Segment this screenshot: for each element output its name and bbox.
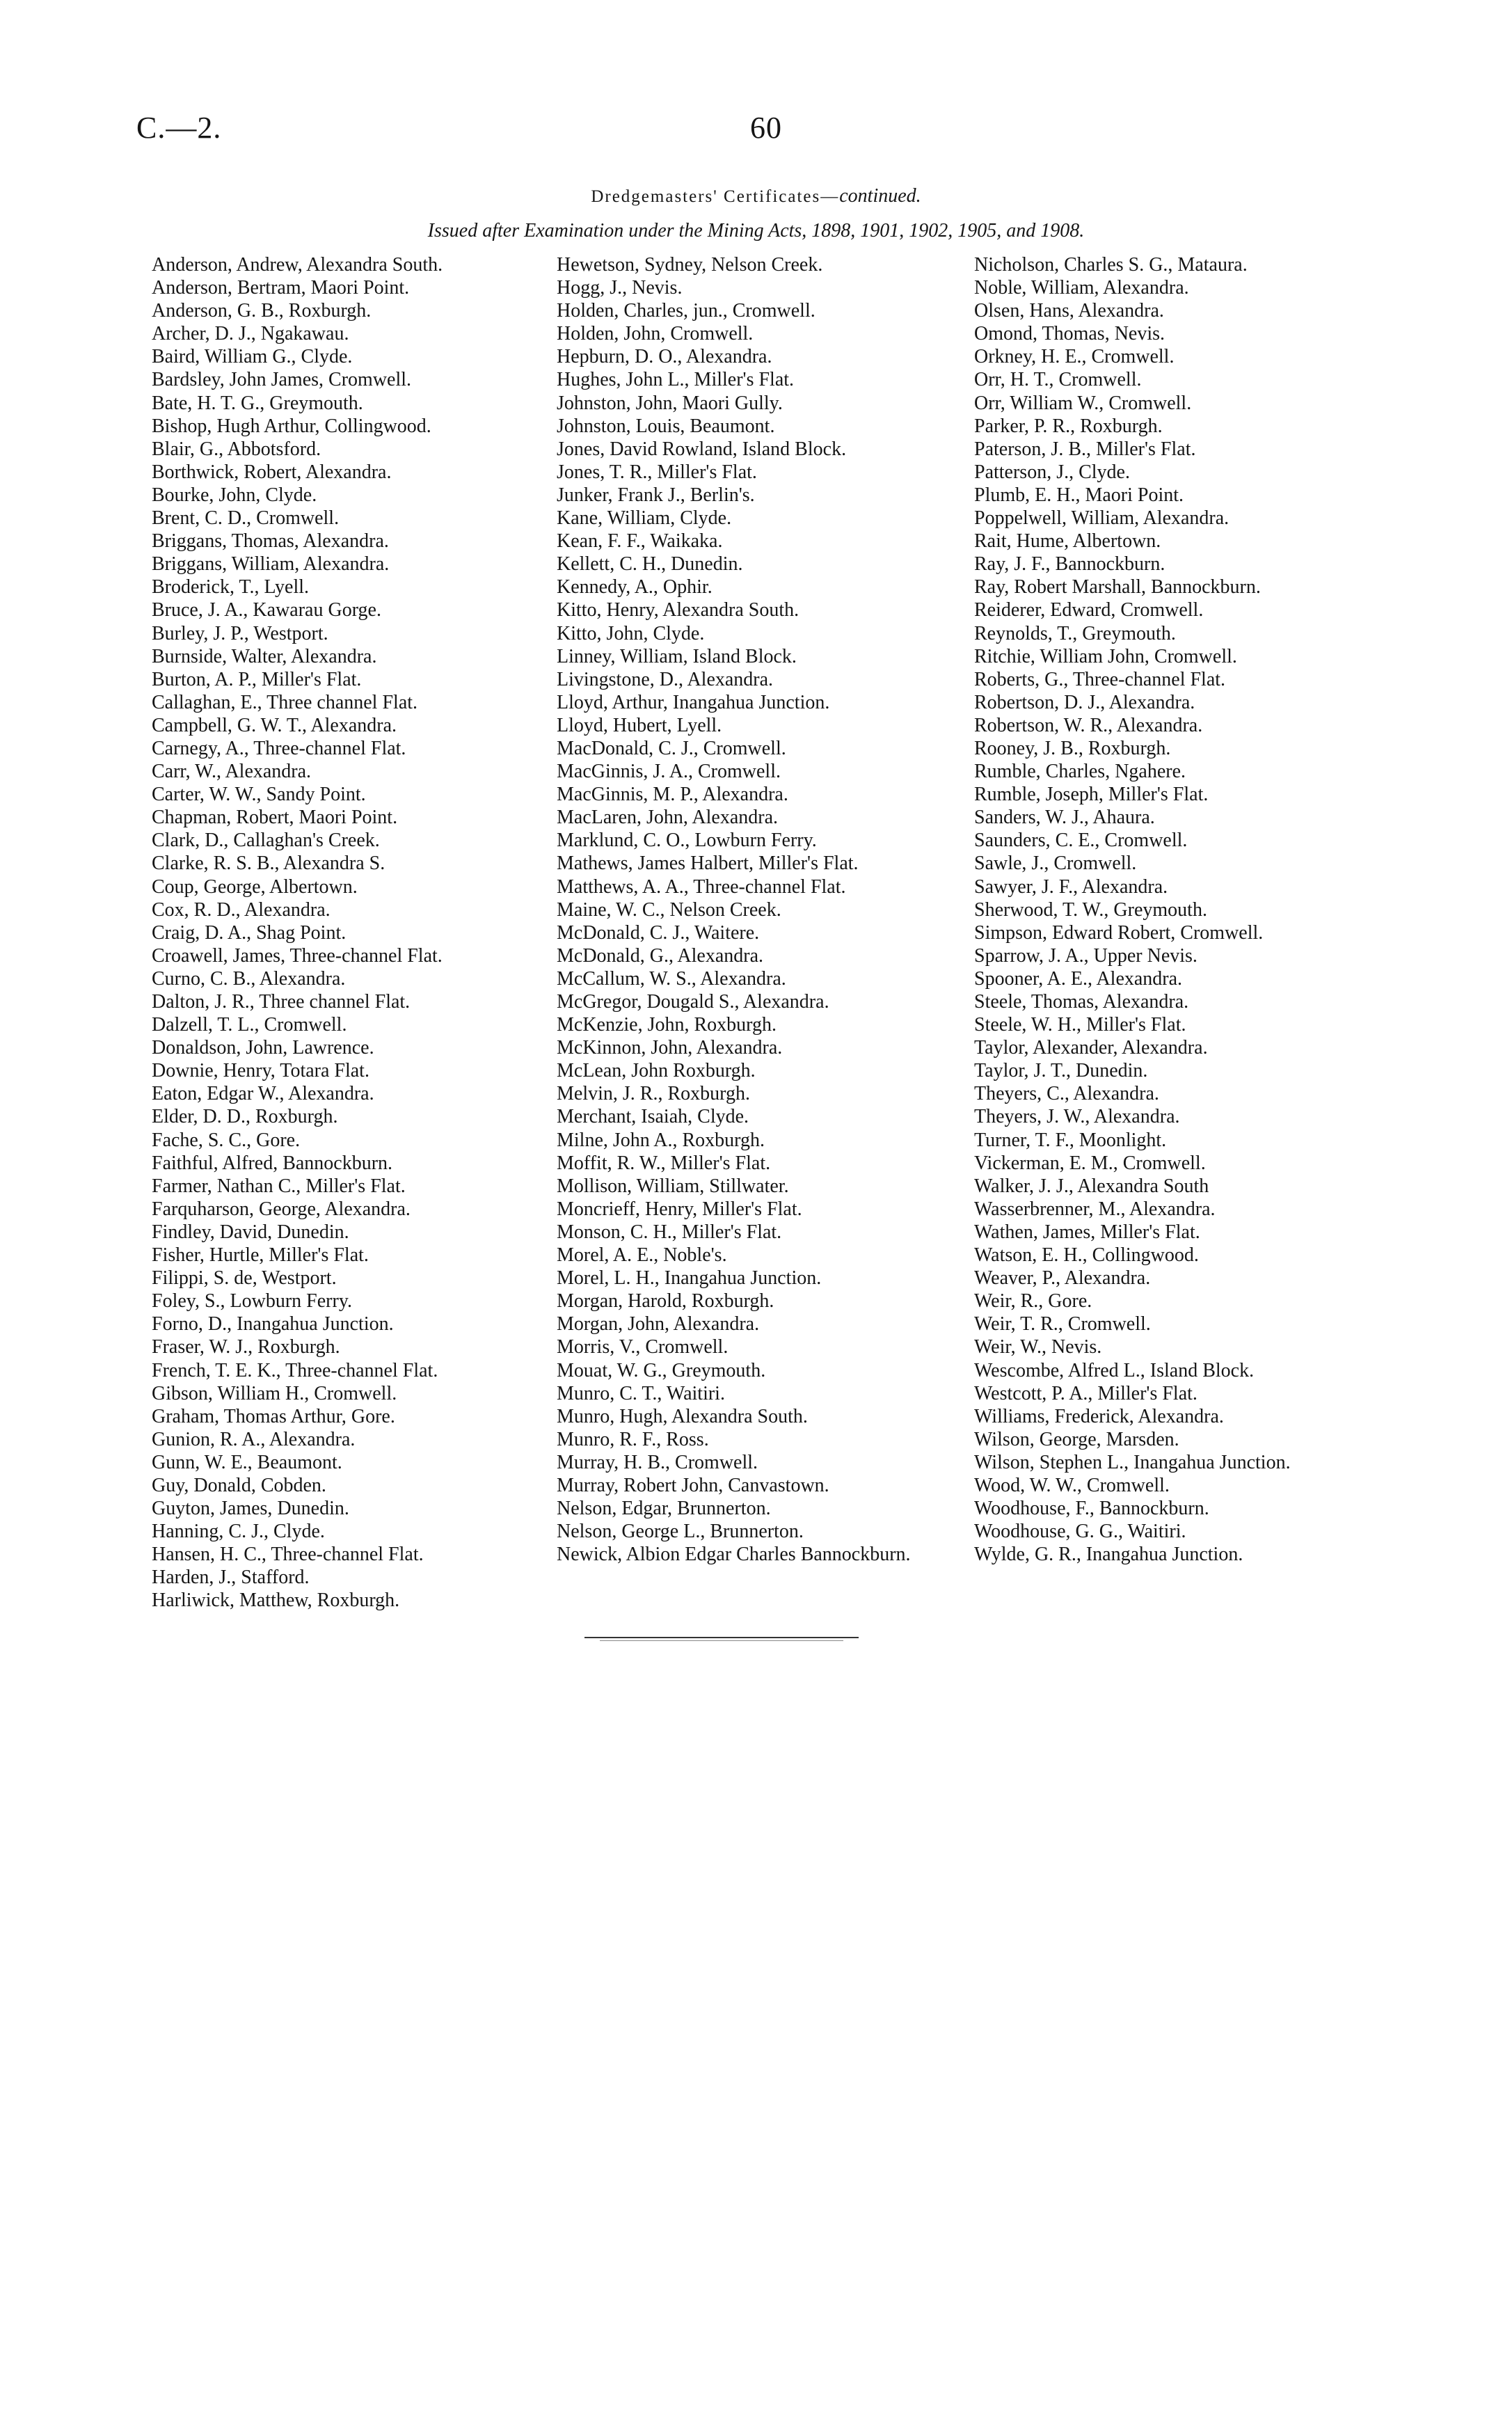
certificate-entry: Taylor, Alexander, Alexandra. [974, 1037, 1208, 1059]
certificate-entry: Bishop, Hugh Arthur, Collingwood. [152, 415, 431, 437]
certificate-entry: Nicholson, Charles S. G., Mataura. [974, 254, 1248, 276]
certificate-entry: Mathews, James Halbert, Miller's Flat. [557, 853, 859, 875]
certificate-entry: Murray, H. B., Cromwell. [557, 1451, 758, 1473]
certificate-list-column-1 [152, 253, 541, 1612]
certificate-entry: Wathen, James, Miller's Flat. [974, 1221, 1200, 1243]
certificate-entry: Rumble, Charles, Ngahere. [974, 761, 1186, 783]
certificate-entry: Matthews, A. A., Three-channel Flat. [557, 875, 846, 898]
certificate-entry: Kellett, C. H., Dunedin. [557, 553, 743, 576]
certificate-entry: Williams, Frederick, Alexandra. [974, 1405, 1224, 1427]
certificate-entry: Weaver, P., Alexandra. [974, 1267, 1151, 1290]
certificate-entry: Holden, Charles, jun., Cromwell. [557, 300, 815, 322]
certificate-entry: Clark, D., Callaghan's Creek. [152, 830, 380, 852]
certificate-entry: MacDonald, C. J., Cromwell. [557, 737, 786, 759]
certificate-entry: Eaton, Edgar W., Alexandra. [152, 1083, 374, 1105]
certificate-entry: Kitto, John, Clyde. [557, 622, 705, 644]
certificate-list-column-2 [557, 253, 960, 1566]
certificate-entry: Dalton, J. R., Three channel Flat. [152, 991, 411, 1013]
certificate-entry: Dalzell, T. L., Cromwell. [152, 1014, 347, 1036]
certificate-entry: Faithful, Alfred, Bannockburn. [152, 1152, 393, 1174]
certificate-entry: Callaghan, E., Three channel Flat. [152, 691, 418, 713]
certificate-entry: Jones, T. R., Miller's Flat. [557, 461, 757, 483]
certificate-entry: Weir, R., Gore. [974, 1290, 1092, 1313]
certificate-entry: Simpson, Edward Robert, Cromwell. [974, 921, 1264, 944]
certificate-entry: Ray, J. F., Bannockburn. [974, 553, 1165, 576]
certificate-entry: Chapman, Robert, Maori Point. [152, 807, 398, 829]
certificate-entry: Cox, R. D., Alexandra. [152, 898, 331, 921]
certificate-entry: Orr, H. T., Cromwell. [974, 369, 1142, 391]
certificate-entry: Weir, T. R., Cromwell. [974, 1313, 1151, 1336]
certificate-entry: Graham, Thomas Arthur, Gore. [152, 1405, 395, 1427]
certificate-entry: Murray, Robert John, Canvastown. [557, 1474, 829, 1496]
end-rule [584, 1637, 859, 1644]
certificate-entry: Woodhouse, G. G., Waitiri. [974, 1521, 1186, 1543]
certificate-entry: Wasserbrenner, M., Alexandra. [974, 1198, 1216, 1220]
certificate-entry: Foley, S., Lowburn Ferry. [152, 1290, 353, 1313]
certificate-entry: Roberts, G., Three-channel Flat. [974, 668, 1226, 690]
certificate-list-column-3 [974, 253, 1374, 1566]
certificate-entry: Steele, Thomas, Alexandra. [974, 991, 1189, 1013]
certificate-entry: Wescombe, Alfred L., Island Block. [974, 1359, 1255, 1381]
certificate-entry: Kane, William, Clyde. [557, 507, 732, 530]
certificate-entry: Robertson, D. J., Alexandra. [974, 691, 1195, 713]
certificate-entry: Harden, J., Stafford. [152, 1567, 310, 1589]
section-title-main: Dredgemasters' Certificates— [591, 187, 840, 206]
certificate-entry: Morel, A. E., Noble's. [557, 1244, 727, 1267]
certificate-entry: Wilson, George, Marsden. [974, 1428, 1179, 1450]
certificate-entry: Campbell, G. W. T., Alexandra. [152, 714, 397, 736]
section-title [0, 185, 1512, 207]
certificate-entry: Sawyer, J. F., Alexandra. [974, 875, 1168, 898]
certificate-entry: MacLaren, John, Alexandra. [557, 807, 778, 829]
certificate-entry: Maine, W. C., Nelson Creek. [557, 898, 781, 921]
certificate-entry: Holden, John, Cromwell. [557, 323, 754, 345]
certificate-entry: Broderick, T., Lyell. [152, 576, 310, 599]
certificate-entry: Westcott, P. A., Miller's Flat. [974, 1382, 1197, 1404]
certificate-entry: Orr, William W., Cromwell. [974, 392, 1192, 414]
certificate-entry: Kean, F. F., Waikaka. [557, 530, 723, 553]
certificate-entry: Jones, David Rowland, Island Block. [557, 438, 847, 460]
certificate-entry: Johnston, Louis, Beaumont. [557, 415, 775, 437]
certificate-entry: MacGinnis, J. A., Cromwell. [557, 761, 781, 783]
certificate-entry: Gunion, R. A., Alexandra. [152, 1428, 356, 1450]
certificate-entry: Hughes, John L., Miller's Flat. [557, 369, 795, 391]
certificate-entry: Moncrieff, Henry, Miller's Flat. [557, 1198, 802, 1220]
certificate-entry: Weir, W., Nevis. [974, 1336, 1102, 1358]
certificate-entry: Melvin, J. R., Roxburgh. [557, 1083, 750, 1105]
certificate-entry: Hewetson, Sydney, Nelson Creek. [557, 254, 823, 276]
certificate-entry: Hanning, C. J., Clyde. [152, 1521, 325, 1543]
certificate-entry: Olsen, Hans, Alexandra. [974, 300, 1164, 322]
certificate-entry: Milne, John A., Roxburgh. [557, 1129, 765, 1151]
certificate-entry: Carr, W., Alexandra. [152, 761, 312, 783]
certificate-entry: MacGinnis, M. P., Alexandra. [557, 784, 788, 806]
certificate-entry: Sherwood, T. W., Greymouth. [974, 898, 1207, 921]
certificate-entry: Theyers, J. W., Alexandra. [974, 1106, 1180, 1128]
certificate-entry: Morris, V., Cromwell. [557, 1336, 729, 1358]
certificate-entry: Noble, William, Alexandra. [974, 277, 1189, 299]
certificate-entry: Ritchie, William John, Cromwell. [974, 645, 1237, 667]
certificate-entry: Elder, D. D., Roxburgh. [152, 1106, 338, 1128]
certificate-entry: Burley, J. P., Westport. [152, 622, 328, 644]
certificate-entry: Gunn, W. E., Beaumont. [152, 1451, 342, 1473]
certificate-entry: Mouat, W. G., Greymouth. [557, 1359, 766, 1381]
certificate-entry: Burnside, Walter, Alexandra. [152, 645, 377, 667]
certificate-entry: Munro, R. F., Ross. [557, 1428, 709, 1450]
end-rule-line [584, 1637, 859, 1638]
page-number: 60 [750, 111, 782, 145]
certificate-entry: Blair, G., Abbotsford. [152, 438, 321, 460]
certificate-entry: Nelson, George L., Brunnerton. [557, 1521, 804, 1543]
section-subtitle: Issued after Examination under the Mining Acts, 1898, 1901, 1902, 1905, and 1908. [427, 220, 1085, 241]
certificate-entry: French, T. E. K., Three-channel Flat. [152, 1359, 438, 1381]
certificate-entry: Archer, D. J., Ngakawau. [152, 323, 349, 345]
certificate-entry: Lloyd, Arthur, Inangahua Junction. [557, 691, 830, 713]
certificate-entry: Theyers, C., Alexandra. [974, 1083, 1159, 1105]
certificate-entry: Watson, E. H., Collingwood. [974, 1244, 1199, 1267]
certificate-entry: Curno, C. B., Alexandra. [152, 967, 346, 990]
certificate-entry: Fache, S. C., Gore. [152, 1129, 301, 1151]
certificate-entry: Forno, D., Inangahua Junction. [152, 1313, 394, 1336]
certificate-entry: Taylor, J. T., Dunedin. [974, 1060, 1148, 1082]
certificate-entry: Wylde, G. R., Inangahua Junction. [974, 1544, 1243, 1566]
certificate-entry: Farmer, Nathan C., Miller's Flat. [152, 1175, 406, 1197]
certificate-entry: Junker, Frank J., Berlin's. [557, 484, 755, 506]
certificate-entry: Moffit, R. W., Miller's Flat. [557, 1152, 771, 1174]
certificate-entry: Nelson, Edgar, Brunnerton. [557, 1498, 771, 1520]
document-reference: C.—2. [136, 111, 222, 145]
certificate-entry: Craig, D. A., Shag Point. [152, 921, 347, 944]
certificate-entry: Ray, Robert Marshall, Bannockburn. [974, 576, 1261, 599]
certificate-entry: Walker, J. J., Alexandra South [974, 1175, 1209, 1197]
certificate-entry: Saunders, C. E., Cromwell. [974, 830, 1188, 852]
certificate-entry: Kitto, Henry, Alexandra South. [557, 599, 799, 621]
certificate-entry: Anderson, Bertram, Maori Point. [152, 277, 410, 299]
certificate-entry: Linney, William, Island Block. [557, 645, 797, 667]
certificate-entry: Lloyd, Hubert, Lyell. [557, 714, 722, 736]
certificate-entry: McDonald, C. J., Waitere. [557, 921, 760, 944]
certificate-entry: Filippi, S. de, Westport. [152, 1267, 337, 1290]
certificate-entry: Sawle, J., Cromwell. [974, 853, 1137, 875]
certificate-entry: Fisher, Hurtle, Miller's Flat. [152, 1244, 369, 1267]
certificate-entry: Vickerman, E. M., Cromwell. [974, 1152, 1206, 1174]
certificate-entry: Briggans, Thomas, Alexandra. [152, 530, 389, 553]
certificate-entry: Munro, Hugh, Alexandra South. [557, 1405, 808, 1427]
certificate-entry: Munro, C. T., Waitiri. [557, 1382, 725, 1404]
section-title-continued: continued. [839, 185, 921, 207]
end-rule-line [600, 1640, 843, 1641]
certificate-entry: Sparrow, J. A., Upper Nevis. [974, 944, 1197, 967]
certificate-entry: Downie, Henry, Totara Flat. [152, 1060, 369, 1082]
certificate-entry: Morgan, John, Alexandra. [557, 1313, 760, 1336]
certificate-entry: McKinnon, John, Alexandra. [557, 1037, 783, 1059]
certificate-entry: Poppelwell, William, Alexandra. [974, 507, 1230, 530]
certificate-entry: Wood, W. W., Cromwell. [974, 1474, 1170, 1496]
certificate-entry: McCallum, W. S., Alexandra. [557, 967, 786, 990]
certificate-entry: Monson, C. H., Miller's Flat. [557, 1221, 782, 1243]
certificate-entry: Coup, George, Albertown. [152, 875, 358, 898]
certificate-entry: Bruce, J. A., Kawarau Gorge. [152, 599, 381, 621]
certificate-entry: McKenzie, John, Roxburgh. [557, 1014, 777, 1036]
certificate-entry: Baird, William G., Clyde. [152, 346, 353, 368]
certificate-entry: McLean, John Roxburgh. [557, 1060, 756, 1082]
certificate-entry: Burton, A. P., Miller's Flat. [152, 668, 362, 690]
certificate-entry: Guy, Donald, Cobden. [152, 1474, 326, 1496]
certificate-entry: Newick, Albion Edgar Charles Bannockburn. [557, 1544, 911, 1566]
certificate-entry: Bardsley, John James, Cromwell. [152, 369, 412, 391]
certificate-entry: Turner, T. F., Moonlight. [974, 1129, 1167, 1151]
certificate-entry: Mollison, William, Stillwater. [557, 1175, 789, 1197]
certificate-entry: Patterson, J., Clyde. [974, 461, 1130, 483]
certificate-entry: Hepburn, D. O., Alexandra. [557, 346, 772, 368]
certificate-entry: Morel, L. H., Inangahua Junction. [557, 1267, 822, 1290]
certificate-entry: Carnegy, A., Three-channel Flat. [152, 737, 406, 759]
certificate-entry: Fraser, W. J., Roxburgh. [152, 1336, 340, 1358]
certificate-entry: Borthwick, Robert, Alexandra. [152, 461, 392, 483]
certificate-entry: Plumb, E. H., Maori Point. [974, 484, 1184, 506]
certificate-entry: Briggans, William, Alexandra. [152, 553, 390, 576]
certificate-entry: Hogg, J., Nevis. [557, 277, 683, 299]
certificate-entry: Johnston, John, Maori Gully. [557, 392, 783, 414]
certificate-entry: Reiderer, Edward, Cromwell. [974, 599, 1204, 621]
certificate-entry: Anderson, Andrew, Alexandra South. [152, 254, 443, 276]
certificate-entry: Rooney, J. B., Roxburgh. [974, 737, 1171, 759]
certificate-entry: Orkney, H. E., Cromwell. [974, 346, 1175, 368]
certificate-entry: Bate, H. T. G., Greymouth. [152, 392, 363, 414]
certificate-entry: Rait, Hume, Albertown. [974, 530, 1161, 553]
certificate-entry: Bourke, John, Clyde. [152, 484, 317, 506]
certificate-entry: Woodhouse, F., Bannockburn. [974, 1498, 1209, 1520]
certificate-entry: Kennedy, A., Ophir. [557, 576, 713, 599]
certificate-entry: Croawell, James, Three-channel Flat. [152, 944, 443, 967]
certificate-entry: Rumble, Joseph, Miller's Flat. [974, 784, 1209, 806]
certificate-entry: McGregor, Dougald S., Alexandra. [557, 991, 829, 1013]
certificate-entry: Steele, W. H., Miller's Flat. [974, 1014, 1186, 1036]
certificate-entry: Wilson, Stephen L., Inangahua Junction. [974, 1451, 1291, 1473]
certificate-entry: Anderson, G. B., Roxburgh. [152, 300, 372, 322]
certificate-entry: Gibson, William H., Cromwell. [152, 1382, 397, 1404]
certificate-entry: Guyton, James, Dunedin. [152, 1498, 349, 1520]
certificate-entry: Reynolds, T., Greymouth. [974, 622, 1176, 644]
certificate-entry: Donaldson, John, Lawrence. [152, 1037, 374, 1059]
certificate-entry: Farquharson, George, Alexandra. [152, 1198, 411, 1220]
certificate-entry: Morgan, Harold, Roxburgh. [557, 1290, 774, 1313]
certificate-entry: Brent, C. D., Cromwell. [152, 507, 340, 530]
certificate-entry: Carter, W. W., Sandy Point. [152, 784, 366, 806]
certificate-entry: Paterson, J. B., Miller's Flat. [974, 438, 1196, 460]
certificate-entry: Parker, P. R., Roxburgh. [974, 415, 1163, 437]
certificate-entry: Spooner, A. E., Alexandra. [974, 967, 1183, 990]
certificate-entry: Merchant, Isaiah, Clyde. [557, 1106, 749, 1128]
certificate-entry: Findley, David, Dunedin. [152, 1221, 349, 1243]
certificate-entry: Robertson, W. R., Alexandra. [974, 714, 1203, 736]
certificate-entry: Omond, Thomas, Nevis. [974, 323, 1165, 345]
certificate-entry: Livingstone, D., Alexandra. [557, 668, 774, 690]
certificate-entry: Hansen, H. C., Three-channel Flat. [152, 1544, 424, 1566]
certificate-entry: Marklund, C. O., Lowburn Ferry. [557, 830, 817, 852]
certificate-entry: Sanders, W. J., Ahaura. [974, 807, 1155, 829]
certificate-entry: McDonald, G., Alexandra. [557, 944, 764, 967]
certificate-entry: Harliwick, Matthew, Roxburgh. [152, 1590, 400, 1612]
certificate-entry: Clarke, R. S. B., Alexandra S. [152, 853, 385, 875]
